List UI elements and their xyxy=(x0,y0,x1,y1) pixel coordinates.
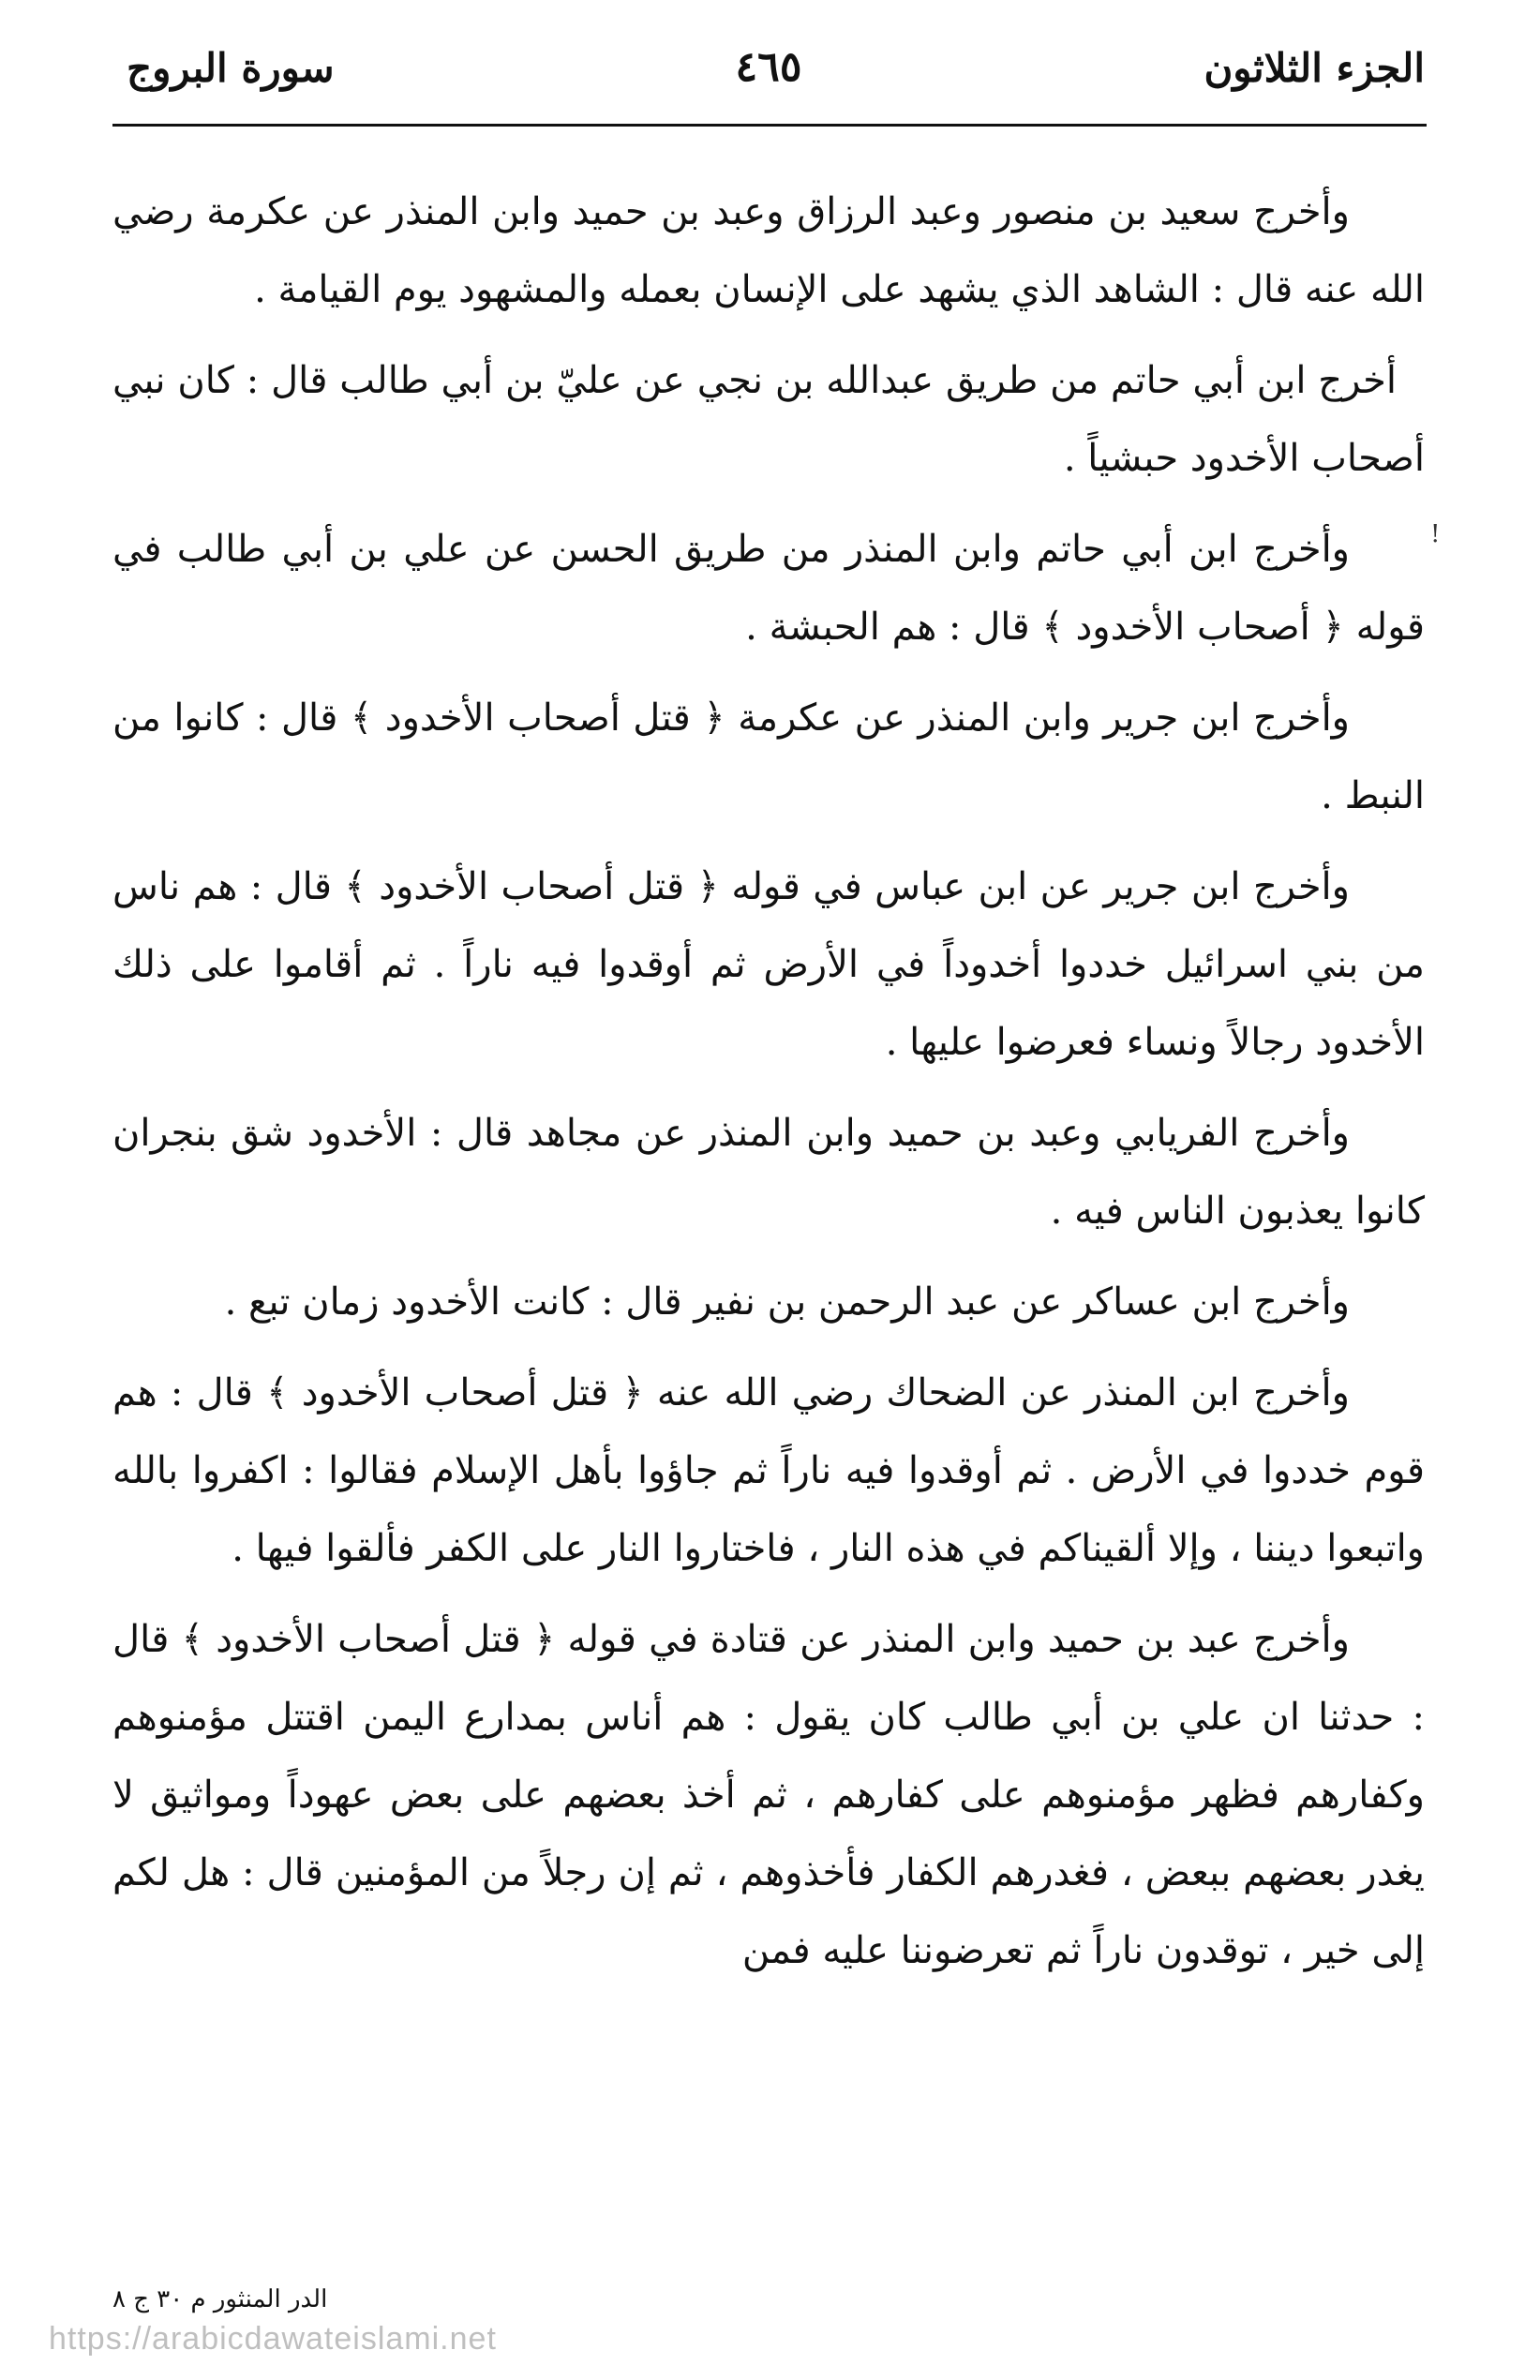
footnote: الدر المنثور م ٣٠ ج ٨ xyxy=(112,2285,328,2313)
surah-title: سورة البروج xyxy=(127,45,335,91)
paragraph: وأخرج ابن أبي حاتم وابن المنذر من طريق الحسن عن علي بن أبي طالب في قوله ﴿ أصحاب الأخدود ﴾ قال : هم الحبشة . xyxy=(112,528,1425,649)
page-body xyxy=(112,173,1425,2003)
paragraph: وأخرج ابن جرير عن ابن عباس في قوله ﴿ قتل أصحاب الأخدود ﴾ قال : هم ناس من بني اسرائيل خددوا أخدوداً في الأرض ثم أوقدوا فيه ناراً . ثم أقاموا على ذلك الأخدود رجالاً ونساء فعرضوا عليها . xyxy=(112,865,1425,1064)
paragraph: أخرج ابن أبي حاتم من طريق عبدالله بن نجي عن عليّ بن أبي طالب قال : كان نبي أصحاب الأخدود حبشياً . xyxy=(112,359,1425,480)
paragraph: وأخرج عبد بن حميد وابن المنذر عن قتادة في قوله ﴿ قتل أصحاب الأخدود ﴾ قال : حدثنا ان علي بن أبي طالب كان يقول : هم أناس بمدارع اليمن اقتتل مؤمنوهم وكفارهم فظهر مؤمنوهم على كفارهم ، ثم أخذ بعضهم على بعض عهوداً ومواثيق لا يغدر بعضهم ببعض ، فغدرهم الكفار فأخذوهم ، ثم إن رجلاً من المؤمنين قال : هل لكم إلى خير ، توقدون ناراً ثم تعرضوننا عليه فمن xyxy=(112,1618,1426,1972)
header-rule xyxy=(112,124,1427,127)
paragraph: وأخرج ابن عساكر عن عبد الرحمن بن نفير قال : كانت الأخدود زمان تبع . xyxy=(224,1280,1350,1324)
page-number: ٤٦٥ xyxy=(735,43,802,91)
page-header xyxy=(112,37,1425,114)
paragraph: وأخرج ابن المنذر عن الضحاك رضي الله عنه ﴿ قتل أصحاب الأخدود ﴾ قال : هم قوم خددوا في الأرض . ثم أوقدوا فيه ناراً ثم جاؤوا بأهل الإسلام فقالوا : اكفروا بالله واتبعوا ديننا ، وإلا ألقيناكم في هذه النار ، فاختاروا النار على الكفر فألقوا فيها . xyxy=(112,1371,1425,1570)
paragraph: وأخرج ابن جرير وابن المنذر عن عكرمة ﴿ قتل أصحاب الأخدود ﴾ قال : كانوا من النبط . xyxy=(112,696,1425,817)
margin-mark: ! xyxy=(1430,520,1441,548)
watermark-url: https://arabicdawateislami.net xyxy=(49,2321,497,2357)
paragraph: وأخرج سعيد بن منصور وعبد الرزاق وعبد بن حميد وابن المنذر عن عكرمة رضي الله عنه قال : الشاهد الذي يشهد على الإنسان بعمله والمشهود يوم القيامة . xyxy=(112,190,1425,311)
paragraph: وأخرج الفريابي وعبد بن حميد وابن المنذر عن مجاهد قال : الأخدود شق بنجران كانوا يعذبون الناس فيه . xyxy=(112,1112,1425,1233)
part-title: الجزء الثلاثون xyxy=(1204,45,1425,91)
